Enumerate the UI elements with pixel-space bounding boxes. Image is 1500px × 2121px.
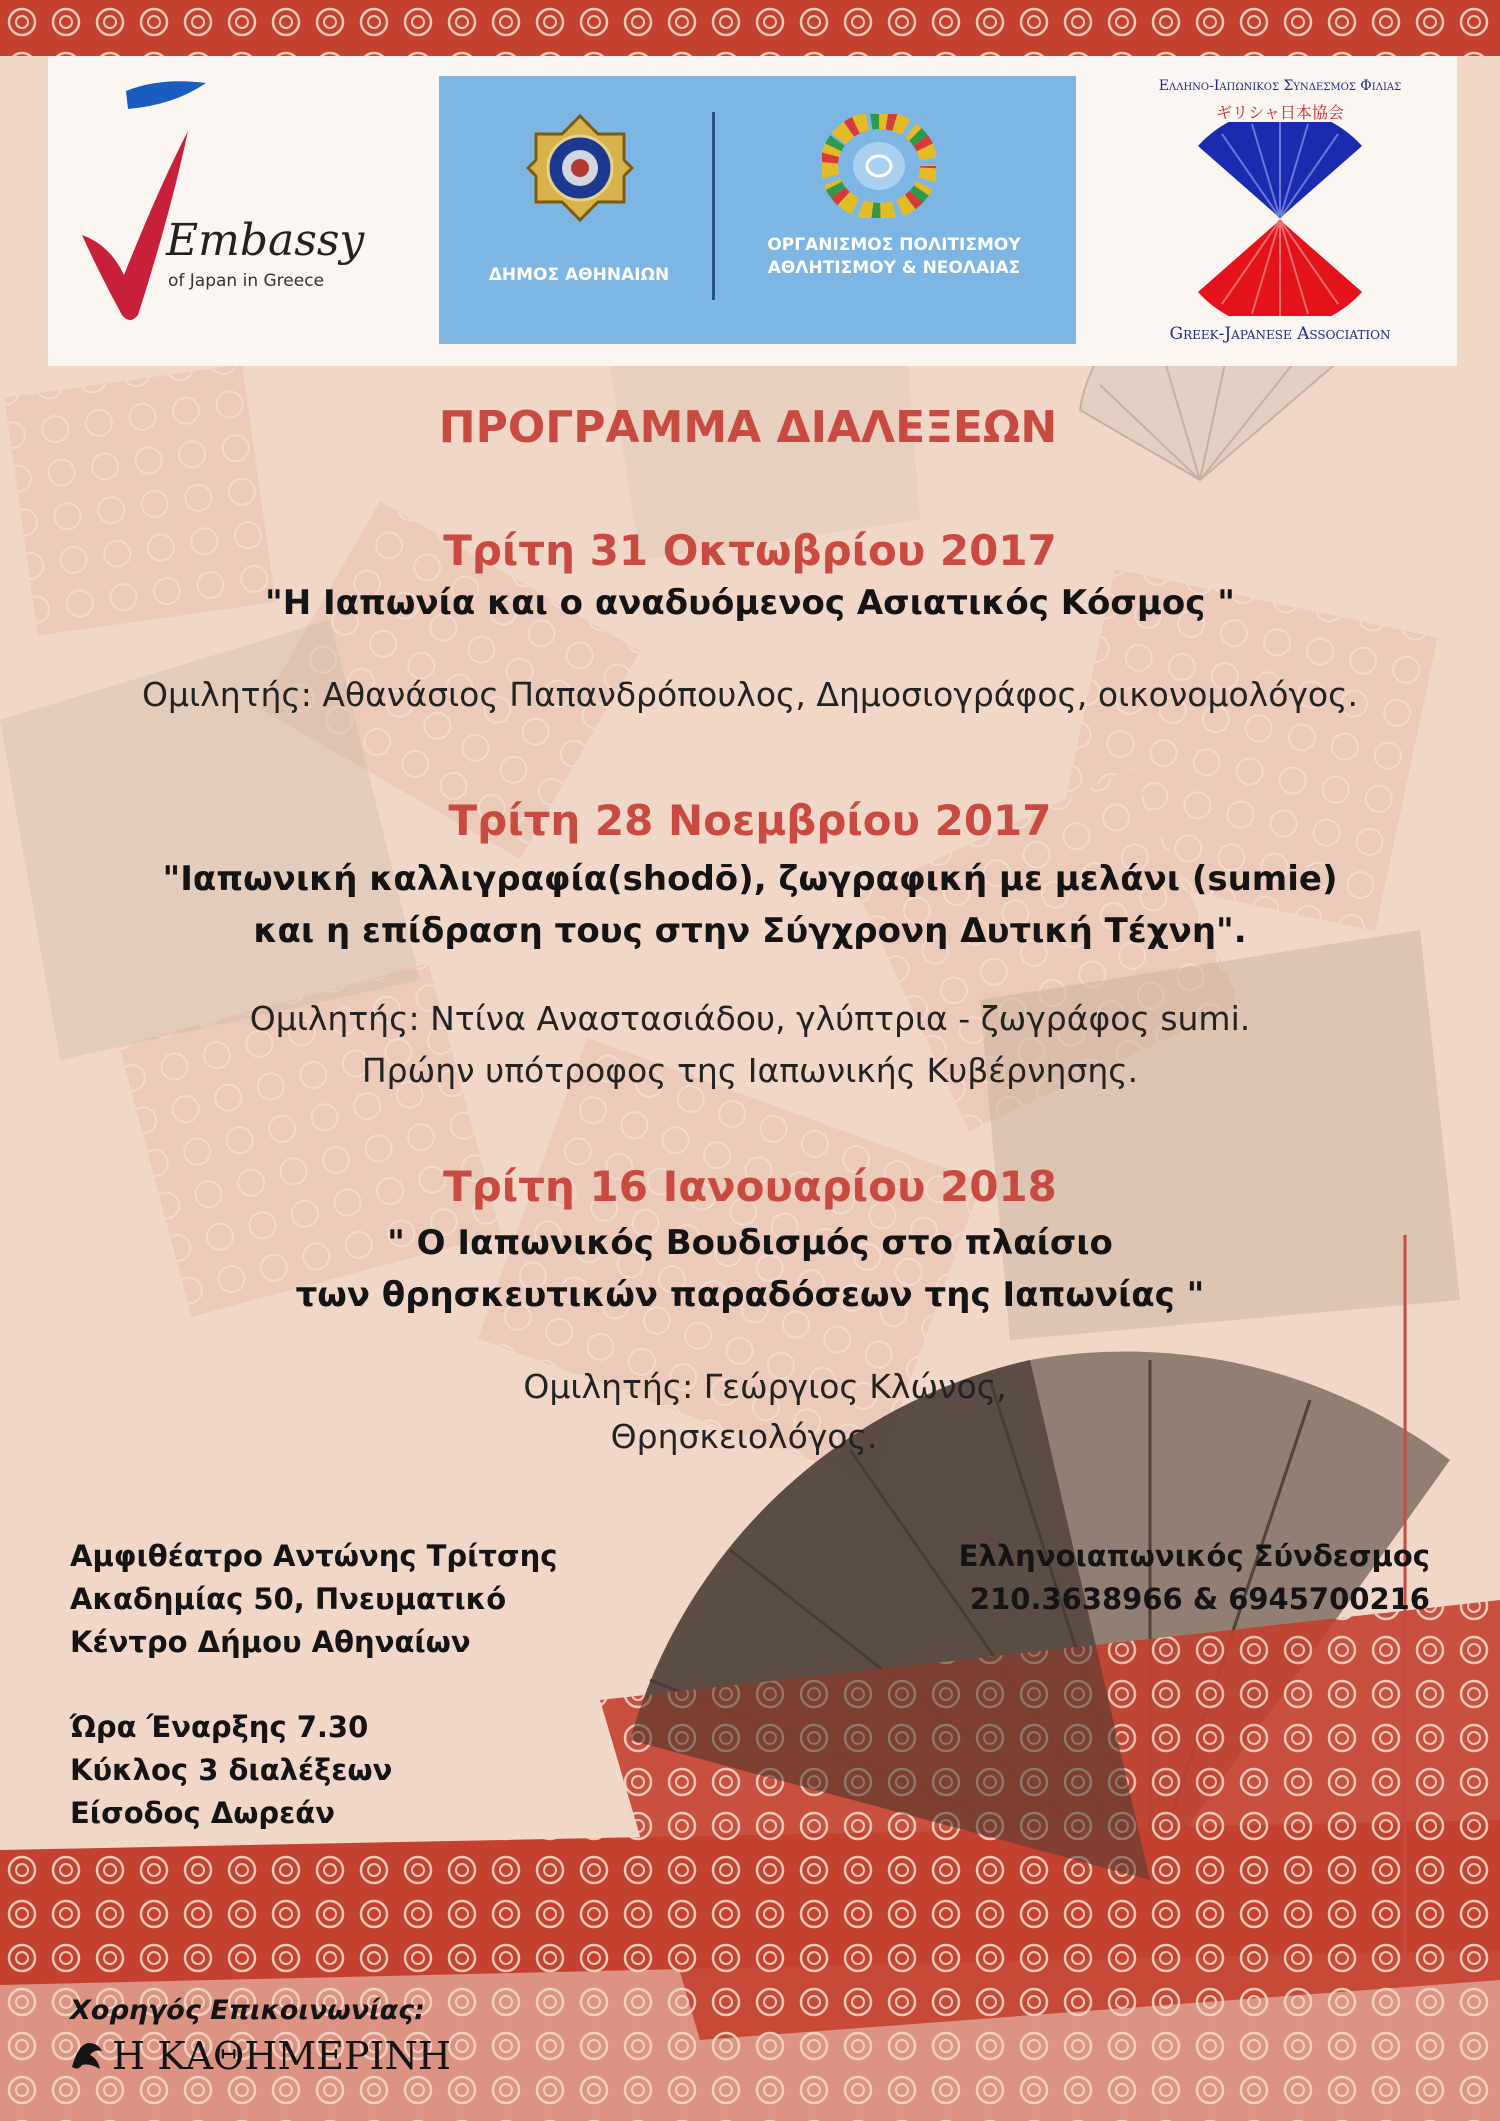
- lecture-2-title-line1: "Ιαπωνική καλλιγραφία(shodō), ζωγραφική με μελάνι (sumie): [162, 859, 1338, 899]
- sponsor-label: Χορηγός Επικοινωνίας:: [70, 1995, 425, 2026]
- athens-coat-of-arms-icon: [524, 112, 636, 224]
- event-details-block: [70, 1706, 392, 1835]
- lecture-2-date: Τρίτη 28 Νοεμβρίου 2017: [448, 796, 1052, 845]
- free-entry: Είσοδος Δωρεάν: [70, 1796, 335, 1830]
- venue-line: Κέντρο Δήμου Αθηναίων: [70, 1625, 471, 1659]
- panel-divider: [712, 112, 715, 300]
- lecture-1-date: Τρίτη 31 Οκτωβρίου 2017: [443, 526, 1057, 575]
- association-greek-name: Ελληνο-Ιαπωνικος Συνδεσμος Φιλιας: [1158, 78, 1402, 94]
- venue-block: [70, 1535, 557, 1664]
- kathimerini-emblem-icon: [68, 2037, 106, 2075]
- athens-logo-panel: [439, 76, 1076, 344]
- culture-organization-label: [729, 234, 1059, 280]
- sponsor-logo: [68, 2034, 451, 2078]
- culture-organization-line2: ΑΘΛΗΤΙΣΜΟΥ & ΝΕΟΛΑΙΑΣ: [767, 258, 1021, 278]
- venue-line: Αμφιθέατρο Αντώνης Τρίτσης: [70, 1539, 558, 1573]
- contact-organization: Ελληνοιαπωνικός Σύνδεσμος: [958, 1539, 1430, 1573]
- start-time: Ώρα Έναρξης 7.30: [70, 1710, 369, 1744]
- lecture-2-speaker-line1: Ομιλητής: Ντίνα Αναστασιάδου, γλύπτρια - ζωγράφος sumi.: [249, 999, 1251, 1038]
- program-title: ΠΡΟΓΡΑΜΜΑ ΔΙΑΛΕΞΕΩΝ: [438, 402, 1058, 453]
- lecture-2-speaker-line2: Πρώην υπότροφος της Ιαπωνικής Κυβέρνησης.: [361, 1051, 1139, 1090]
- lecture-3-title-line2: των θρησκευτικών παραδόσεων της Ιαπωνίας ": [295, 1275, 1205, 1315]
- lecture-3-title-line1: " Ο Ιαπωνικός Βουδισμός στο πλαίσιο: [387, 1223, 1113, 1263]
- contact-phones: 210.3638966 & 6945700216: [969, 1582, 1430, 1616]
- lecture-2-title-line2: και η επίδραση τους στην Σύγχρονη Δυτική Τέχνη".: [253, 911, 1247, 951]
- embassy-name: Embassy: [166, 215, 365, 266]
- association-english-name: Greek-Japanese Association: [1169, 324, 1391, 344]
- lecture-3-speaker-line1: Ομιλητής: Γεώργιος Κλώνος,: [523, 1367, 1007, 1406]
- lecture-1-title: "Η Ιαπωνία και ο αναδυόμενος Ασιατικός Κόσμος ": [265, 583, 1235, 623]
- association-logo: [1120, 78, 1440, 358]
- embassy-subtitle: of Japan in Greece: [168, 271, 325, 291]
- culture-organization-icon: [822, 114, 936, 218]
- venue-line: Ακαδημίας 50, Πνευματικό: [70, 1582, 507, 1616]
- contact-block: [880, 1535, 1430, 1621]
- fan-emblem-icon: [1192, 122, 1368, 316]
- embassy-logo: [70, 75, 400, 345]
- lecture-1-speaker: Ομιλητής: Αθανάσιος Παπανδρόπουλος, Δημοσιογράφος, οικονομολόγος.: [142, 675, 1358, 714]
- lecture-count: Κύκλος 3 διαλέξεων: [70, 1753, 393, 1787]
- sponsor-name: Η ΚΑΘΗΜΕΡΙΝΗ: [112, 2034, 451, 2078]
- association-japanese-name: ギリシャ日本協会: [1216, 103, 1344, 122]
- lecture-3-date: Τρίτη 16 Ιανουαρίου 2018: [443, 1162, 1057, 1211]
- athens-municipality-label: ΔΗΜΟΣ ΑΘΗΝΑΙΩΝ: [488, 265, 670, 285]
- embassy-mark-icon: [70, 75, 400, 345]
- lecture-3-speaker-line2: Θρησκειολόγος.: [610, 1417, 878, 1456]
- culture-organization-line1: ΟΡΓΑΝΙΣΜΟΣ ΠΟΛΙΤΙΣΜΟΥ: [767, 235, 1021, 255]
